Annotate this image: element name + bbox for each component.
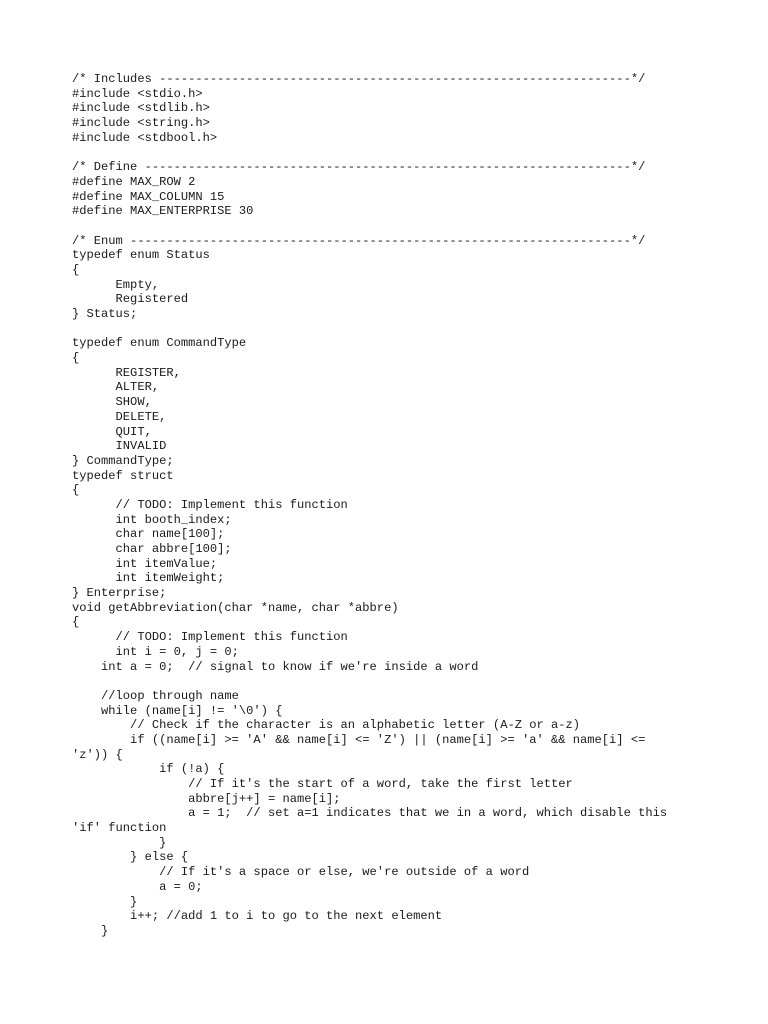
code-line [72, 322, 762, 337]
code-line: 'if' function [72, 821, 167, 836]
code-line: 'z')) { [72, 747, 123, 762]
code-line: { [72, 615, 80, 630]
code-line: i++; //add 1 to i to go to the next element [72, 909, 443, 924]
code-line: } [72, 923, 109, 938]
code-line: void getAbbreviation(char *name, char *abbre) [72, 600, 399, 615]
code-line: } Status; [72, 307, 138, 321]
code-line: } [72, 894, 138, 909]
code-line: while (name[i] != '\0') { [72, 703, 283, 718]
code-line: int a = 0; // signal to know if we're inside a word [72, 659, 479, 674]
code-line: { [72, 262, 80, 277]
code-line: a = 0; [72, 879, 203, 894]
code-line: typedef enum Status [72, 248, 210, 263]
code-line: abbre[j++] = name[i]; [72, 791, 341, 806]
code-line: #include <stdio.h> [72, 86, 203, 101]
code-line [72, 219, 762, 234]
code-line: } Enterprise; [72, 586, 167, 601]
code-line: SHOW, [72, 395, 152, 410]
code-line: #define MAX_ENTERPRISE 30 [72, 204, 254, 219]
code-line: ALTER, [72, 380, 160, 395]
code-line: int itemValue; [72, 556, 218, 571]
code-line: // If it's the start of a word, take the first letter [72, 777, 573, 791]
code-line: /* Enum ---------------------------------------------------------------------*/ [72, 233, 646, 248]
code-line: #include <stdlib.h> [72, 101, 210, 116]
code-line: if ((name[i] >= 'A' && name[i] <= 'Z') || (name[i] >= 'a' && name[i] <= [72, 732, 646, 747]
code-line: #include <stdbool.h> [72, 130, 218, 145]
code-line: typedef struct [72, 468, 174, 483]
code-line: // If it's a space or else, we're outside of a word [72, 865, 530, 880]
code-line: int i = 0, j = 0; [72, 644, 239, 659]
code-line: // TODO: Implement this function [72, 630, 348, 645]
code-line: } else { [72, 850, 189, 865]
code-line: a = 1; // set a=1 indicates that we in a word, which disable this [72, 806, 668, 821]
code-line: char abbre[100]; [72, 542, 232, 556]
code-line: //loop through name [72, 688, 239, 703]
code-line: INVALID [72, 439, 167, 454]
code-line: QUIT, [72, 424, 152, 439]
code-line [72, 145, 762, 160]
code-line: char name[100]; [72, 527, 225, 542]
code-line: DELETE, [72, 409, 167, 424]
code-line: REGISTER, [72, 365, 181, 380]
code-line: } [72, 835, 167, 850]
code-line: // Check if the character is an alphabetic letter (A-Z or a-z) [72, 718, 581, 733]
code-line: Registered [72, 292, 189, 307]
code-line: /* Includes -----------------------------------------------------------------*/ [72, 72, 646, 86]
code-line: int itemWeight; [72, 571, 225, 586]
code-line: typedef enum CommandType [72, 336, 247, 351]
code-line: Empty, [72, 277, 160, 292]
code-line [72, 674, 762, 689]
code-line: int booth_index; [72, 512, 232, 527]
code-line: #define MAX_COLUMN 15 [72, 189, 225, 204]
code-listing [72, 72, 762, 939]
code-line: if (!a) { [72, 762, 225, 777]
code-line: #include <string.h> [72, 116, 210, 131]
code-line: /* Define -------------------------------------------------------------------*/ [72, 160, 646, 175]
code-line: { [72, 351, 80, 366]
code-line: { [72, 483, 80, 498]
code-line: // TODO: Implement this function [72, 497, 348, 512]
code-line: #define MAX_ROW 2 [72, 174, 196, 189]
code-line: } CommandType; [72, 453, 174, 468]
